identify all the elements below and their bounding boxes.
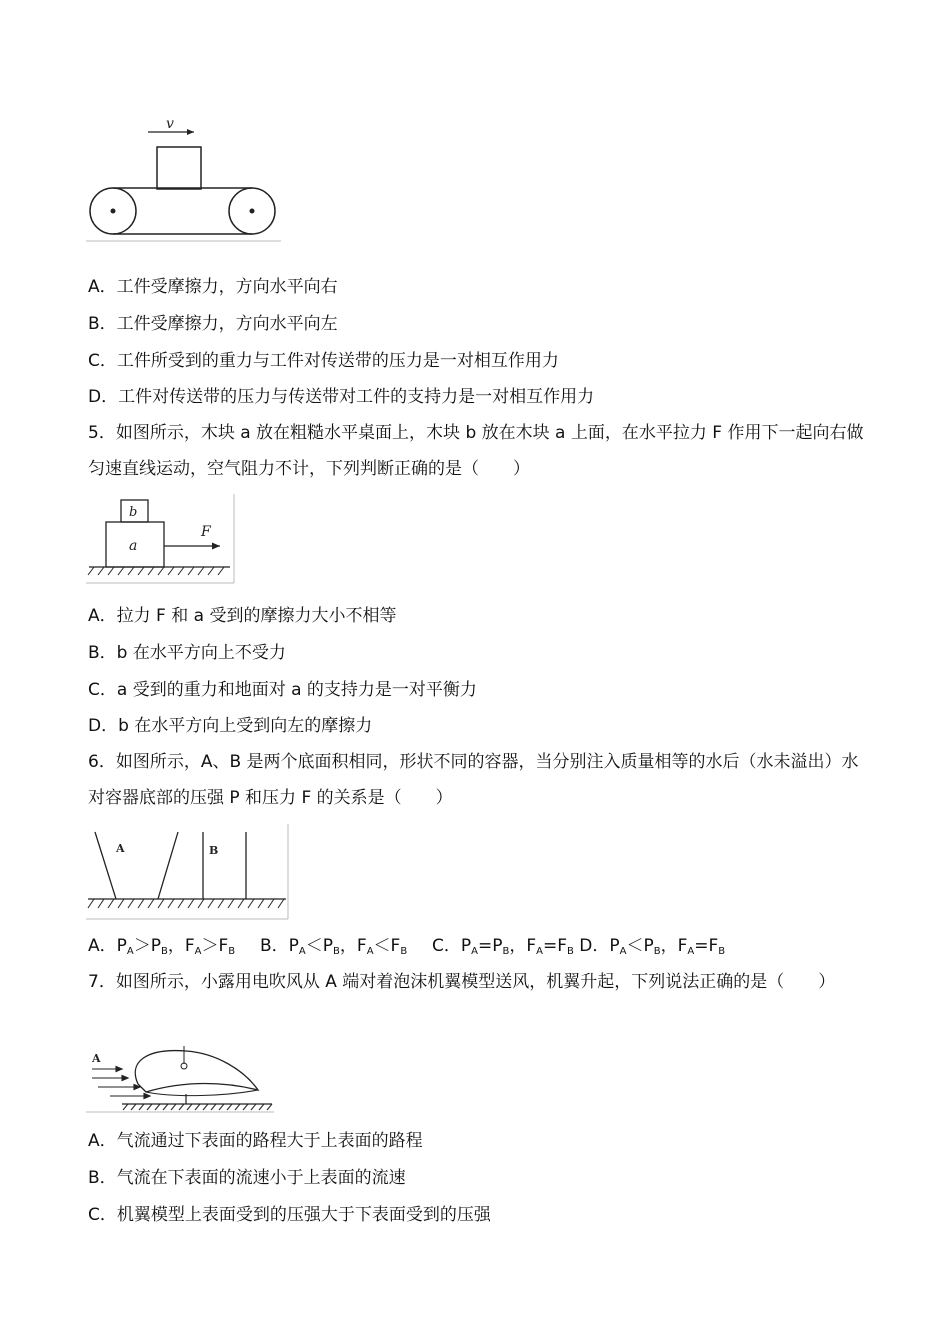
q4-option-c: C．工件所受到的重力与工件对传送带的压力是一对相互作用力 [88, 351, 559, 371]
q5-option-b: B．b 在水平方向上不受力 [88, 643, 286, 663]
wing-model-figure [86, 1042, 276, 1114]
q5-option-a: A．拉力 F 和 a 受到的摩擦力大小不相等 [88, 606, 397, 626]
q6-option-b: B．$P_A<P_B$，$F_A<F_B$ [259, 936, 408, 957]
q7-option-c: C．机翼模型上表面受到的压强大于下表面受到的压强 [88, 1205, 491, 1225]
q7-option-b: B．气流在下表面的流速小于上表面的流速 [88, 1168, 406, 1188]
conveyor-belt-figure [86, 112, 286, 244]
q6-option-d: D．$P_A<P_B$，$F_A=F_B$ [579, 936, 726, 957]
q6-option-a: A．$P_A>P_B$，$F_A>F_B$ [88, 936, 236, 957]
q6-option-c: C．$P_A=P_B$，$F_A=F_B$ [432, 936, 574, 957]
containers-figure [86, 824, 292, 922]
wing-end-a-label: A [92, 1052, 101, 1065]
q6-stem: 6．如图所示，A、B 是两个底面积相同，形状不同的容器，当分别注入质量相等的水后（水未溢出）水对容器底部的压强 P 和压力 F 的关系是（ ） [88, 752, 859, 808]
force-f-label: F [201, 524, 211, 540]
q5-option-c: C．a 受到的重力和地面对 a 的支持力是一对平衡力 [88, 680, 477, 700]
q5-option-d: D．b 在水平方向上受到向左的摩擦力 [88, 716, 373, 736]
block-b-label: b [129, 505, 138, 520]
container-b-label: B [209, 844, 219, 857]
q4-option-d: D．工件对传送带的压力与传送带对工件的支持力是一对相互作用力 [88, 387, 595, 407]
q4-option-a: A．工件受摩擦力，方向水平向右 [88, 277, 338, 297]
blocks-figure [86, 494, 238, 586]
block-a-label: a [129, 538, 138, 554]
q7-option-a: A．气流通过下表面的路程大于上表面的路程 [88, 1131, 423, 1151]
q6-options-line [88, 935, 725, 957]
velocity-label: v [166, 116, 174, 132]
q5-stem: 5．如图所示，木块 a 放在粗糙水平桌面上，木块 b 放在木块 a 上面，在水平拉力 F 作用下一起向右做匀速直线运动，空气阻力不计，下列判断正确的是（ ） [88, 423, 864, 479]
q4-option-b: B．工件受摩擦力，方向水平向左 [88, 314, 338, 334]
container-a-label: A [116, 842, 125, 855]
q7-stem: 7．如图所示，小露用电吹风从 A 端对着泡沫机翼模型送风，机翼升起，下列说法正确的是（ ） [88, 972, 836, 992]
